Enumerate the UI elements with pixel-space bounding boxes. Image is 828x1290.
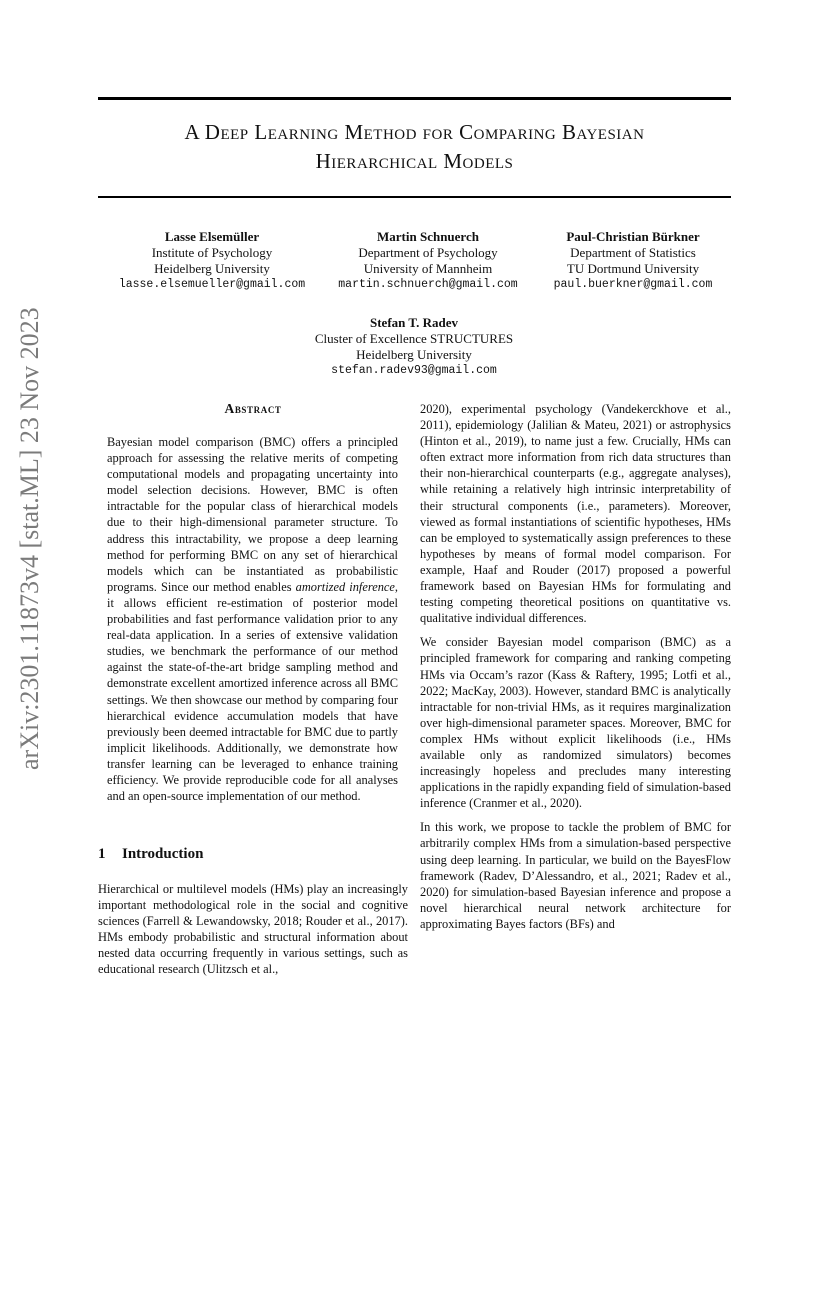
section-heading (98, 846, 203, 863)
author-name: Paul-Christian Bürkner (566, 229, 700, 244)
author-email: martin.schnuerch@gmail.com (338, 278, 518, 291)
abstract-text: Bayesian model comparison (BMC) offers a principled approach for assessing the relative merits of competing computational models and propagating uncertainty into model selection decisions. However, BMC is often intractable for the popular class of hierarchical models due to their high-dimensional parameter structure. To address this intractability, we propose a deep learning method for performing BMC on any set of hierarchical models which can be instantiated as probabilistic programs. Since our method enables (107, 435, 398, 594)
author-name: Martin Schnuerch (377, 229, 479, 244)
author-block (320, 229, 536, 293)
author-univ: Heidelberg University (356, 347, 472, 362)
abstract-emphasis: amortized inference (295, 579, 395, 594)
top-rule (98, 97, 731, 100)
paragraph: We consider Bayesian model comparison (BMC) as a principled framework for comparing and ranking competing HMs via Occam’s razor (Kass & Raftery, 1995; Lotfi et al., 2022; MacKay, 2003). However, standard BMC is analytically intractable for non-trivial HMs, as it requires marginalization over high-dimensional parameter spaces. Moreover, BMC for complex HMs without explicit likelihoods (i.e., HMs available only as randomized simulators) becomes increasingly hopeless and precludes many interesting applications in the rapidly expanding field of simulation-based inference (Cranmer et al., 2020). (420, 635, 731, 811)
paragraph: 2020), experimental psychology (Vandekerckhove et al., 2011), epidemiology (Jalilian & Mateu, 2021) or astrophysics (Hinton et al., 2019), to name just a few. Crucially, HMs can often extract more information from rich data structures than their non-hierarchical counterparts (e.g., aggregate analyses), while retaining a relatively high intrinsic interpretability of their structural components (i.e., parameters). Moreover, viewed as formal instantiations of scientific hypotheses, HMs can be employed to systematically assign preferences to these hypotheses by means of formal model comparison. For example, Haaf and Rouder (2017) proposed a powerful framework based on Bayesian HMs for formulating and testing competing theoretical positions on quantitative vs. qualitative individual differences. (420, 402, 731, 626)
author-univ: Heidelberg University (154, 261, 270, 276)
author-email: stefan.radev93@gmail.com (331, 364, 497, 377)
paragraph: Hierarchical or multilevel models (HMs) play an increasingly important methodological role in the social and cognitive sciences (Farrell & Lewandowsky, 2018; Rouder et al., 2017). HMs embody probabilistic and structural information about nested data occurring frequently in various settings, such as educational research (Ulitzsch et al., (98, 882, 408, 977)
author-dept: Department of Psychology (358, 245, 498, 260)
author-block (104, 229, 320, 293)
author-name: Lasse Elsemüller (164, 229, 260, 244)
author-dept: Department of Statistics (570, 245, 696, 260)
bottom-rule (98, 196, 731, 198)
author-block (280, 315, 548, 379)
paper-title (98, 118, 731, 176)
author-block (526, 229, 740, 293)
abstract-heading: Abstract (224, 401, 282, 416)
author-dept: Institute of Psychology (151, 245, 273, 260)
right-column (420, 401, 731, 940)
title-line-1: A Deep Learning Method for Comparing Bayesian (184, 120, 645, 144)
author-name: Stefan T. Radev (370, 315, 458, 330)
intro-left-column (98, 881, 408, 986)
author-email: paul.buerkner@gmail.com (553, 278, 713, 291)
author-univ: TU Dortmund University (566, 261, 700, 276)
arxiv-sidebar (15, 307, 55, 1290)
arxiv-id: arXiv:2301.11873v4 [stat.ML] 23 Nov 2023 (15, 307, 44, 770)
section-number: 1 (98, 846, 106, 862)
abstract-text-cont: , it allows efficient re-estimation of posterior model probabilities and fast performance validation prior to any real-data application. In a series of extensive validation studies, we benchmark the performance of our method against the state-of-the-art bridge sampling method and demonstrate excellent amortized inference across all BMC settings. We then showcase our method by comparing four hierarchical evidence accumulation models that have previously been deemed intractable for BMC due to partly implicit likelihoods. Additionally, we demonstrate how transfer learning can be leveraged to enhance training efficiency. We provide reproducible code for all analyses and an open-source implementation of our method. (107, 579, 399, 804)
author-email: lasse.elsemueller@gmail.com (118, 278, 306, 291)
title-line-2: Hierarchical Models (315, 149, 514, 173)
author-dept: Cluster of Excellence STRUCTURES (314, 331, 514, 346)
section-title: Introduction (122, 846, 204, 862)
paragraph: In this work, we propose to tackle the problem of BMC for arbitrarily complex HMs from a simulation-based perspective using deep learning. In particular, we build on the BayesFlow framework (Radev, D’Alessandro, et al., 2021; Radev et al., 2020) for simulation-based Bayesian inference and propose a novel hierarchical neural network architecture for approximating Bayes factors (BFs) and (420, 820, 731, 931)
author-univ: University of Mannheim (363, 261, 493, 276)
abstract-body (107, 434, 398, 804)
